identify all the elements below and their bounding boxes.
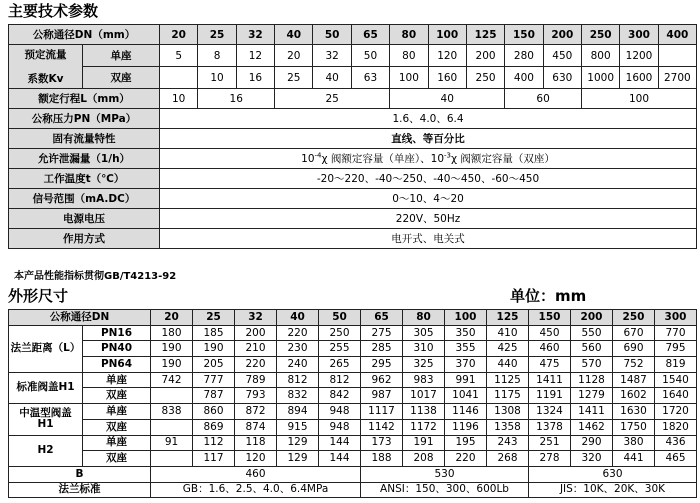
value-cell: 320 <box>571 451 613 467</box>
dn-header: 公称通径DN <box>9 310 151 326</box>
kv-cell: 63 <box>351 67 389 89</box>
kv-cell: 80 <box>390 45 428 67</box>
h1-mid-label-a: 中温型阀盖 <box>19 407 72 420</box>
value-cell: 1175 <box>487 388 529 404</box>
value-cell: 670 <box>613 325 655 341</box>
dn-cell: 200 <box>543 25 581 45</box>
h1-mid-temp-label <box>9 404 83 435</box>
value-cell: 441 <box>613 451 655 467</box>
table-row <box>9 189 697 209</box>
kv-label-b: 系数Kv <box>27 72 64 85</box>
dn-cell: 100 <box>445 310 487 326</box>
value-cell: 278 <box>529 451 571 467</box>
value-cell: 475 <box>529 357 571 373</box>
signal-value: 0～10、4～20 <box>160 189 697 209</box>
value-cell: 275 <box>361 325 403 341</box>
table-row <box>9 372 697 388</box>
value-cell: 1640 <box>655 388 697 404</box>
kv-cell: 32 <box>313 45 351 67</box>
kv-cell: 450 <box>543 45 581 67</box>
value-cell: 777 <box>193 372 235 388</box>
value-cell: 144 <box>319 435 361 451</box>
tech-params-table <box>8 24 697 249</box>
value-cell: 191 <box>403 435 445 451</box>
value-cell: 1117 <box>361 404 403 420</box>
kv-cell: 12 <box>236 45 274 67</box>
signal-header: 信号范围（mA.DC） <box>9 189 160 209</box>
value-cell: 812 <box>277 372 319 388</box>
table-row <box>9 325 697 341</box>
value-cell: 1146 <box>445 404 487 420</box>
table-row <box>9 388 697 404</box>
value-cell: 1128 <box>571 372 613 388</box>
value-cell: 173 <box>361 435 403 451</box>
kv-cell: 630 <box>543 67 581 89</box>
kv-cell: 250 <box>466 67 504 89</box>
value-cell: 860 <box>193 404 235 420</box>
empty-cell <box>160 67 198 89</box>
double-seat-label: 双座 <box>83 388 151 404</box>
value-cell: 1378 <box>529 419 571 435</box>
double-seat-label: 双座 <box>83 419 151 435</box>
b-label: B <box>9 466 151 482</box>
dn-cell: 65 <box>351 25 389 45</box>
value-cell: 250 <box>319 325 361 341</box>
single-seat-label: 单座 <box>83 435 151 451</box>
table-row <box>9 45 697 67</box>
value-cell: 190 <box>151 341 193 357</box>
h2-label: H2 <box>9 435 83 466</box>
kv-cell: 25 <box>275 67 313 89</box>
value-cell: 894 <box>277 404 319 420</box>
leak-exp1: -4 <box>314 151 322 159</box>
table-row <box>9 209 697 229</box>
value-cell: 144 <box>319 451 361 467</box>
kv-cell: 1000 <box>581 67 619 89</box>
value-cell: 787 <box>193 388 235 404</box>
stroke-cell: 16 <box>198 89 275 109</box>
h1-standard-label: 标准阀盖H1 <box>9 372 83 403</box>
value-cell: 243 <box>487 435 529 451</box>
value-cell: 869 <box>193 419 235 435</box>
value-cell: 1540 <box>655 372 697 388</box>
value-cell: 268 <box>487 451 529 467</box>
mode-value: 电开式、电关式 <box>160 229 697 249</box>
value-cell: 220 <box>445 451 487 467</box>
value-cell: 789 <box>235 372 277 388</box>
empty-cell <box>658 45 696 67</box>
value-cell: 1720 <box>655 404 697 420</box>
empty-cell <box>151 388 193 404</box>
kv-cell: 40 <box>313 67 351 89</box>
value-cell: 208 <box>403 451 445 467</box>
dn-header: 公称通径DN（mm） <box>9 25 160 45</box>
flange-std-cell: ANSI：150、300、600Lb <box>361 482 529 498</box>
table-row <box>9 89 697 109</box>
value-cell: 948 <box>319 419 361 435</box>
kv-cell: 120 <box>428 45 466 67</box>
temp-value: -20～220、-40～250、-40～450、-60～450 <box>160 169 697 189</box>
value-cell: 1172 <box>403 419 445 435</box>
value-cell: 210 <box>235 341 277 357</box>
value-cell: 1358 <box>487 419 529 435</box>
value-cell: 220 <box>277 325 319 341</box>
value-cell: 129 <box>277 435 319 451</box>
dn-cell: 50 <box>319 310 361 326</box>
table-row <box>9 357 697 373</box>
value-cell: 450 <box>529 325 571 341</box>
value-cell: 180 <box>151 325 193 341</box>
value-cell: 120 <box>235 451 277 467</box>
h1-mid-label-b: H1 <box>37 418 54 431</box>
flange-std-cell: GB：1.6、2.5、4.0、6.4MPa <box>151 482 361 498</box>
value-cell: 465 <box>655 451 697 467</box>
value-cell: 118 <box>235 435 277 451</box>
kv-label-a: 预定流量 <box>24 48 67 61</box>
leak-part1: 10 <box>301 152 315 165</box>
value-cell: 460 <box>529 341 571 357</box>
stroke-cell: 40 <box>390 89 505 109</box>
dn-cell: 200 <box>571 310 613 326</box>
value-cell: 570 <box>571 357 613 373</box>
value-cell: 991 <box>445 372 487 388</box>
mode-header: 作用方式 <box>9 229 160 249</box>
value-cell: 410 <box>487 325 529 341</box>
power-header: 电源电压 <box>9 209 160 229</box>
flange-distance-label: 法兰距离（L） <box>9 325 83 372</box>
value-cell: 285 <box>361 341 403 357</box>
value-cell: 832 <box>277 388 319 404</box>
pn16-label: PN16 <box>83 325 151 341</box>
leak-value <box>160 149 697 169</box>
dn-cell: 300 <box>620 25 658 45</box>
kv-header <box>9 45 83 89</box>
value-cell: 550 <box>571 325 613 341</box>
value-cell: 742 <box>151 372 193 388</box>
double-seat-label: 双座 <box>83 451 151 467</box>
dn-cell: 250 <box>613 310 655 326</box>
dn-cell: 400 <box>658 25 696 45</box>
value-cell: 962 <box>361 372 403 388</box>
value-cell: 255 <box>319 341 361 357</box>
table-row <box>9 25 697 45</box>
kv-cell: 2700 <box>658 67 696 89</box>
value-cell: 983 <box>403 372 445 388</box>
flange-std-cell: JIS：10K、20K、30K <box>529 482 697 498</box>
kv-cell: 800 <box>581 45 619 67</box>
value-cell: 185 <box>193 325 235 341</box>
table-row <box>9 149 697 169</box>
dimensions-table <box>8 309 697 498</box>
leak-exp2: -3 <box>444 151 451 159</box>
section2-title: 外形尺寸 <box>8 287 69 305</box>
b-cell: 460 <box>151 466 361 482</box>
dn-cell: 32 <box>235 310 277 326</box>
dn-cell: 150 <box>529 310 571 326</box>
value-cell: 1017 <box>403 388 445 404</box>
value-cell: 1411 <box>529 372 571 388</box>
value-cell: 842 <box>319 388 361 404</box>
table-row <box>9 67 697 89</box>
leak-part2: χ 阀额定容量（单座）、10 <box>321 152 445 165</box>
kv-cell: 400 <box>505 67 543 89</box>
stroke-cell: 10 <box>160 89 198 109</box>
value-cell: 1279 <box>571 388 613 404</box>
value-cell: 793 <box>235 388 277 404</box>
pn40-label: PN40 <box>83 341 151 357</box>
value-cell: 795 <box>655 341 697 357</box>
value-cell: 310 <box>403 341 445 357</box>
table-row <box>9 341 697 357</box>
value-cell: 295 <box>361 357 403 373</box>
standard-note: 本产品性能指标贯彻GB/T4213-92 <box>14 271 177 282</box>
value-cell: 987 <box>361 388 403 404</box>
value-cell: 240 <box>277 357 319 373</box>
value-cell: 190 <box>151 357 193 373</box>
kv-cell: 16 <box>236 67 274 89</box>
value-cell: 91 <box>151 435 193 451</box>
value-cell: 948 <box>319 404 361 420</box>
value-cell: 188 <box>361 451 403 467</box>
value-cell: 355 <box>445 341 487 357</box>
b-cell: 630 <box>529 466 697 482</box>
value-cell: 1324 <box>529 404 571 420</box>
flange-standard-label: 法兰标准 <box>9 482 151 498</box>
dn-cell: 65 <box>361 310 403 326</box>
kv-cell: 1600 <box>620 67 658 89</box>
single-seat-label: 单座 <box>83 372 151 388</box>
value-cell: 195 <box>445 435 487 451</box>
table-row <box>9 404 697 420</box>
flow-value: 直线、等百分比 <box>160 129 697 149</box>
value-cell: 220 <box>235 357 277 373</box>
value-cell: 560 <box>571 341 613 357</box>
value-cell: 1142 <box>361 419 403 435</box>
value-cell: 129 <box>277 451 319 467</box>
value-cell: 325 <box>403 357 445 373</box>
kv-cell: 10 <box>198 67 236 89</box>
pn64-label: PN64 <box>83 357 151 373</box>
table-row <box>9 482 697 498</box>
dn-cell: 300 <box>655 310 697 326</box>
dn-cell: 20 <box>160 25 198 45</box>
temp-header: 工作温度t（℃） <box>9 169 160 189</box>
value-cell: 440 <box>487 357 529 373</box>
value-cell: 1138 <box>403 404 445 420</box>
value-cell: 1462 <box>571 419 613 435</box>
kv-cell: 5 <box>160 45 198 67</box>
stroke-cell: 100 <box>581 89 696 109</box>
dn-cell: 32 <box>236 25 274 45</box>
dn-cell: 80 <box>403 310 445 326</box>
value-cell: 117 <box>193 451 235 467</box>
value-cell: 819 <box>655 357 697 373</box>
dn-cell: 100 <box>428 25 466 45</box>
empty-cell <box>151 419 193 435</box>
dn-cell: 40 <box>275 25 313 45</box>
value-cell: 915 <box>277 419 319 435</box>
stroke-cell: 60 <box>505 89 582 109</box>
value-cell: 1196 <box>445 419 487 435</box>
table-row <box>9 229 697 249</box>
kv-cell: 200 <box>466 45 504 67</box>
value-cell: 1602 <box>613 388 655 404</box>
dn-cell: 250 <box>581 25 619 45</box>
value-cell: 251 <box>529 435 571 451</box>
dn-cell: 25 <box>198 25 236 45</box>
kv-cell: 1200 <box>620 45 658 67</box>
table-row <box>9 451 697 467</box>
table-row <box>9 129 697 149</box>
single-seat-label: 单座 <box>83 45 160 67</box>
dn-cell: 125 <box>466 25 504 45</box>
dn-cell: 150 <box>505 25 543 45</box>
flow-header: 固有流量特性 <box>9 129 160 149</box>
kv-cell: 8 <box>198 45 236 67</box>
power-value: 220V、50Hz <box>160 209 697 229</box>
dn-cell: 40 <box>277 310 319 326</box>
value-cell: 874 <box>235 419 277 435</box>
value-cell: 838 <box>151 404 193 420</box>
value-cell: 205 <box>193 357 235 373</box>
value-cell: 230 <box>277 341 319 357</box>
value-cell: 200 <box>235 325 277 341</box>
value-cell: 1630 <box>613 404 655 420</box>
empty-cell <box>151 451 193 467</box>
value-cell: 265 <box>319 357 361 373</box>
table-row <box>9 109 697 129</box>
leak-header: 允许泄漏量（1/h） <box>9 149 160 169</box>
dn-cell: 25 <box>193 310 235 326</box>
kv-cell: 100 <box>390 67 428 89</box>
value-cell: 1125 <box>487 372 529 388</box>
value-cell: 112 <box>193 435 235 451</box>
table-row <box>9 435 697 451</box>
single-seat-label: 单座 <box>83 404 151 420</box>
kv-cell: 50 <box>351 45 389 67</box>
value-cell: 1411 <box>571 404 613 420</box>
b-cell: 530 <box>361 466 529 482</box>
value-cell: 1487 <box>613 372 655 388</box>
table-row <box>9 466 697 482</box>
value-cell: 380 <box>613 435 655 451</box>
pressure-value: 1.6、4.0、6.4 <box>160 109 697 129</box>
value-cell: 290 <box>571 435 613 451</box>
value-cell: 1191 <box>529 388 571 404</box>
dn-cell: 80 <box>390 25 428 45</box>
value-cell: 1750 <box>613 419 655 435</box>
unit-label: 单位：mm <box>510 287 587 305</box>
kv-cell: 160 <box>428 67 466 89</box>
value-cell: 770 <box>655 325 697 341</box>
table-row <box>9 419 697 435</box>
leak-part3: χ 阀额定容量（双座） <box>451 152 555 165</box>
value-cell: 1041 <box>445 388 487 404</box>
value-cell: 425 <box>487 341 529 357</box>
value-cell: 436 <box>655 435 697 451</box>
table-row <box>9 310 697 326</box>
value-cell: 370 <box>445 357 487 373</box>
double-seat-label: 双座 <box>83 67 160 89</box>
value-cell: 350 <box>445 325 487 341</box>
dn-cell: 50 <box>313 25 351 45</box>
value-cell: 1820 <box>655 419 697 435</box>
value-cell: 1308 <box>487 404 529 420</box>
value-cell: 812 <box>319 372 361 388</box>
value-cell: 305 <box>403 325 445 341</box>
kv-cell: 280 <box>505 45 543 67</box>
stroke-header: 额定行程L（mm） <box>9 89 160 109</box>
value-cell: 190 <box>193 341 235 357</box>
stroke-cell: 25 <box>275 89 390 109</box>
dn-cell: 125 <box>487 310 529 326</box>
dn-cell: 20 <box>151 310 193 326</box>
value-cell: 690 <box>613 341 655 357</box>
section1-title: 主要技术参数 <box>8 2 99 20</box>
pressure-header: 公称压力PN（MPa） <box>9 109 160 129</box>
value-cell: 872 <box>235 404 277 420</box>
kv-cell: 20 <box>275 45 313 67</box>
value-cell: 752 <box>613 357 655 373</box>
table-row <box>9 169 697 189</box>
